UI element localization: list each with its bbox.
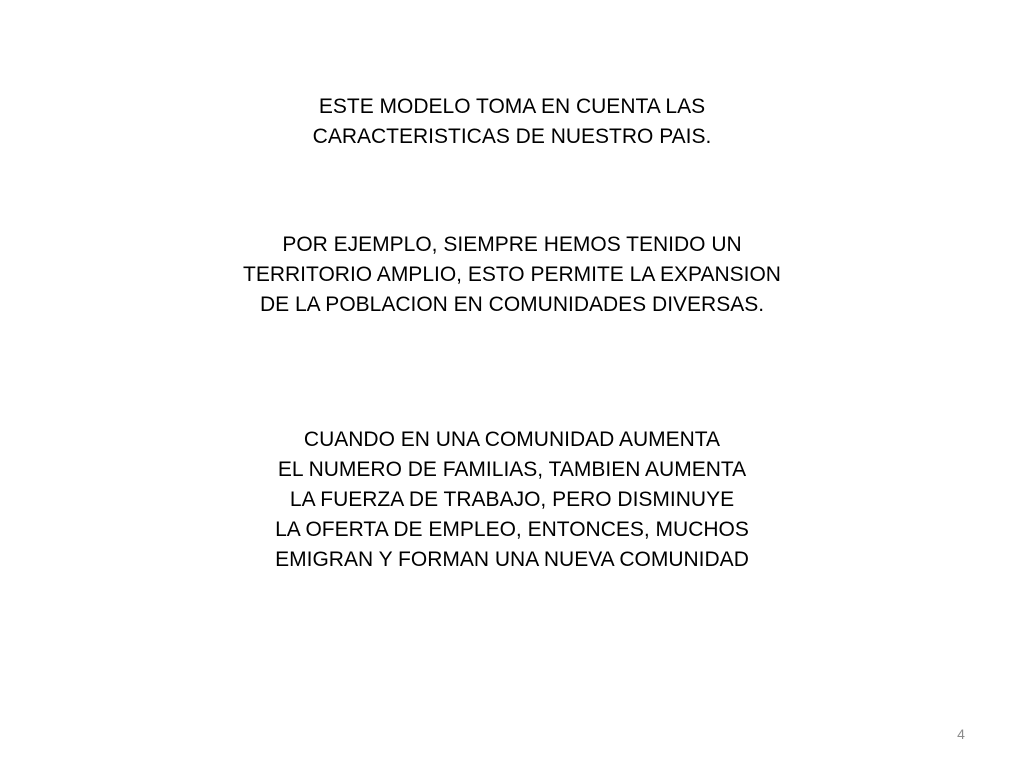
text-line: CARACTERISTICAS DE NUESTRO PAIS. [312, 125, 712, 148]
text-line: EL NUMERO DE FAMILIAS, TAMBIEN AUMENTA [277, 458, 747, 481]
paragraph-community-growth [0, 425, 1024, 575]
text-line: ESTE MODELO TOMA EN CUENTA LAS [318, 95, 706, 118]
text-line: POR EJEMPLO, SIEMPRE HEMOS TENIDO UN [282, 233, 742, 256]
text-line: EMIGRAN Y FORMAN UNA NUEVA COMUNIDAD [275, 548, 749, 571]
text-line: LA FUERZA DE TRABAJO, PERO DISMINUYE [289, 488, 735, 511]
page-number: 4 [957, 726, 965, 742]
paragraph-model-intro [0, 92, 1024, 152]
text-line: LA OFERTA DE EMPLEO, ENTONCES, MUCHOS [275, 518, 749, 541]
paragraph-territory-example [0, 230, 1024, 320]
text-line: DE LA POBLACION EN COMUNIDADES DIVERSAS. [259, 293, 765, 316]
text-line: CUANDO EN UNA COMUNIDAD AUMENTA [303, 428, 721, 451]
text-line: TERRITORIO AMPLIO, ESTO PERMITE LA EXPANSION [243, 263, 781, 286]
